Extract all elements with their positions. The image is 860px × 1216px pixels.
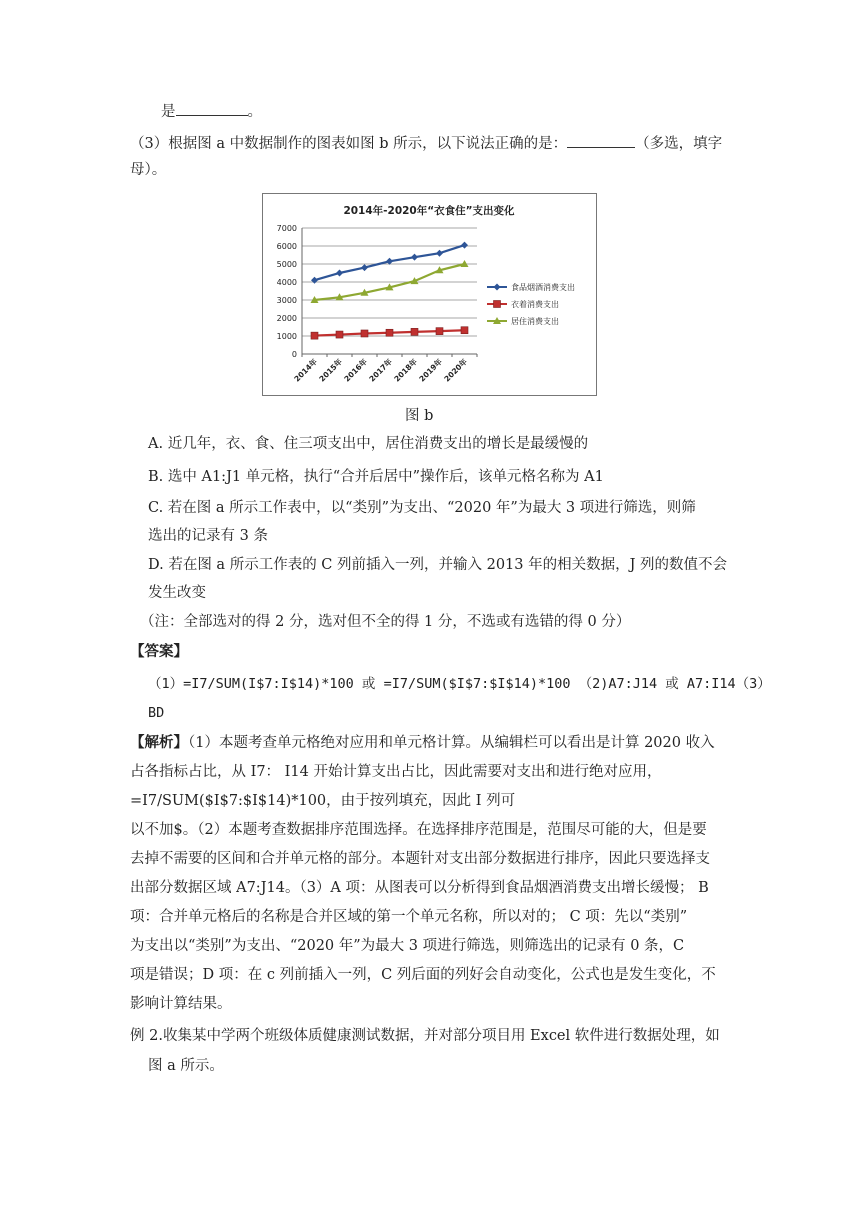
legend-marker xyxy=(494,301,501,308)
data-point xyxy=(461,242,468,249)
option-a: A. 近几年，衣、食、住三项支出中，居住消费支出的增长是最缓慢的 xyxy=(148,436,589,452)
data-point xyxy=(311,277,318,284)
figure-caption: 图 b xyxy=(405,408,434,424)
y-tick-label: 6000 xyxy=(276,242,297,251)
y-tick-label: 4000 xyxy=(276,278,297,287)
x-tick-label: 2018年 xyxy=(392,357,419,384)
data-point xyxy=(336,270,343,277)
analysis-line-10: 影响计算结果。 xyxy=(130,996,232,1012)
line-1 xyxy=(161,101,262,122)
data-point xyxy=(461,327,468,334)
data-point xyxy=(436,250,443,257)
x-tick-label: 2020年 xyxy=(442,357,469,384)
analysis-line-7: 项：合并单元格后的名称是合并区域的第一个单元名称，所以对的； C 项：先以“类别” xyxy=(130,909,688,925)
example-2-line-1: 例 2.收集某中学两个班级体质健康测试数据，并对部分项目用 Excel 软件进行数据处理，如 xyxy=(130,1028,720,1044)
x-tick-label: 2016年 xyxy=(342,357,369,384)
analysis-line-9: 项是错误；D 项：在 c 列前插入一列，C 列后面的列好会自动变化，公式也是发生变化，不 xyxy=(130,967,716,983)
data-point xyxy=(311,332,318,339)
analysis-line-2: 占各指标占比，从 I7： I14 开始计算支出占比，因此需要对支出和进行绝对应用， xyxy=(130,764,662,780)
answer-line-2: BD xyxy=(148,705,165,721)
y-tick-label: 1000 xyxy=(276,332,297,341)
analysis-line-6: 出部分数据区域 A7:J14。（3）A 项：从图表可以分析得到食品烟酒消费支出增长缓慢； B xyxy=(130,880,709,896)
legend-marker xyxy=(494,284,501,291)
answer-heading: 【答案】 xyxy=(130,643,188,660)
answer-blank-2 xyxy=(176,101,248,116)
analysis-line-1 xyxy=(130,733,715,753)
chart-b xyxy=(262,193,597,396)
y-tick-label: 2000 xyxy=(276,314,297,323)
data-point xyxy=(361,330,368,337)
question-3-text: （3）根据图 a 中数据制作的图表如图 b 所示，以下说法正确的是： xyxy=(130,136,568,152)
option-d-line-1: D. 若在图 a 所示工作表的 C 列前插入一列，并输入 2013 年的相关数据，J 列的数值不会 xyxy=(148,557,728,573)
analysis-line-5: 去掉不需要的区间和合并单元格的部分。本题针对支出部分数据进行排序，因此只要选择支 xyxy=(130,851,710,867)
question-3-line-2: 母）。 xyxy=(130,162,167,178)
chart-svg xyxy=(263,194,596,395)
x-tick-label: 2014年 xyxy=(292,357,319,384)
x-tick-label: 2015年 xyxy=(317,357,344,384)
data-point xyxy=(361,264,368,271)
line-1-suffix: 。 xyxy=(247,104,262,120)
scoring-note: （注：全部选对的得 2 分，选对但不全的得 1 分，不选或有选错的得 0 分） xyxy=(140,614,631,630)
y-tick-label: 7000 xyxy=(276,224,297,233)
x-tick-label: 2017年 xyxy=(367,357,394,384)
data-point xyxy=(386,329,393,336)
analysis-line-3: =I7/SUM($I$7:$I$14)*100，由于按列填充，因此 I 列可 xyxy=(130,793,516,809)
answer-blank-3 xyxy=(567,133,635,148)
data-point xyxy=(336,331,343,338)
x-tick-label: 2019年 xyxy=(417,357,444,384)
data-point xyxy=(411,328,418,335)
question-3-hint: （多选，填字 xyxy=(635,136,723,152)
y-tick-label: 0 xyxy=(291,350,297,359)
y-tick-label: 3000 xyxy=(276,296,297,305)
analysis-line-4: 以不加$。（2）本题考查数据排序范围选择。在选择排序范围是，范围尽可能的大，但是要 xyxy=(130,822,707,838)
analysis-text-1: （1）本题考查单元格绝对应用和单元格计算。从编辑栏可以看出是计算 2020 收入 xyxy=(188,735,715,751)
y-tick-label: 5000 xyxy=(276,260,297,269)
data-point xyxy=(436,328,443,335)
answer-line-1: （1）=I7/SUM(I$7:I$14)*100 或 =I7/SUM($I$7:$I$14)*100 （2)A7:J14 或 A7:I14（3） xyxy=(148,676,771,692)
example-2-line-2: 图 a 所示。 xyxy=(148,1058,224,1074)
legend-label: 食品烟酒消费支出 xyxy=(511,283,575,292)
analysis-line-8: 为支出以“类别”为支出、“2020 年”为最大 3 项进行筛选，则筛选出的记录有 0 条，C xyxy=(130,938,685,954)
option-c-line-2: 选出的记录有 3 条 xyxy=(148,528,268,544)
legend-label: 居住消费支出 xyxy=(511,317,559,326)
analysis-heading: 【解析】 xyxy=(130,734,188,751)
option-d-line-2: 发生改变 xyxy=(148,585,206,601)
option-c-line-1: C. 若在图 a 所示工作表中，以“类别”为支出、“2020 年”为最大 3 项进行筛选，则筛 xyxy=(148,500,696,516)
line-1-prefix: 是 xyxy=(161,104,176,120)
chart-title: 2014年-2020年“衣食住”支出变化 xyxy=(343,205,515,217)
option-b: B. 选中 A1:J1 单元格，执行“合并后居中”操作后，该单元格名称为 A1 xyxy=(148,469,604,485)
question-3-line-1 xyxy=(130,133,722,154)
data-point xyxy=(411,254,418,261)
data-point xyxy=(461,260,469,267)
legend-label: 衣着消费支出 xyxy=(511,300,559,309)
